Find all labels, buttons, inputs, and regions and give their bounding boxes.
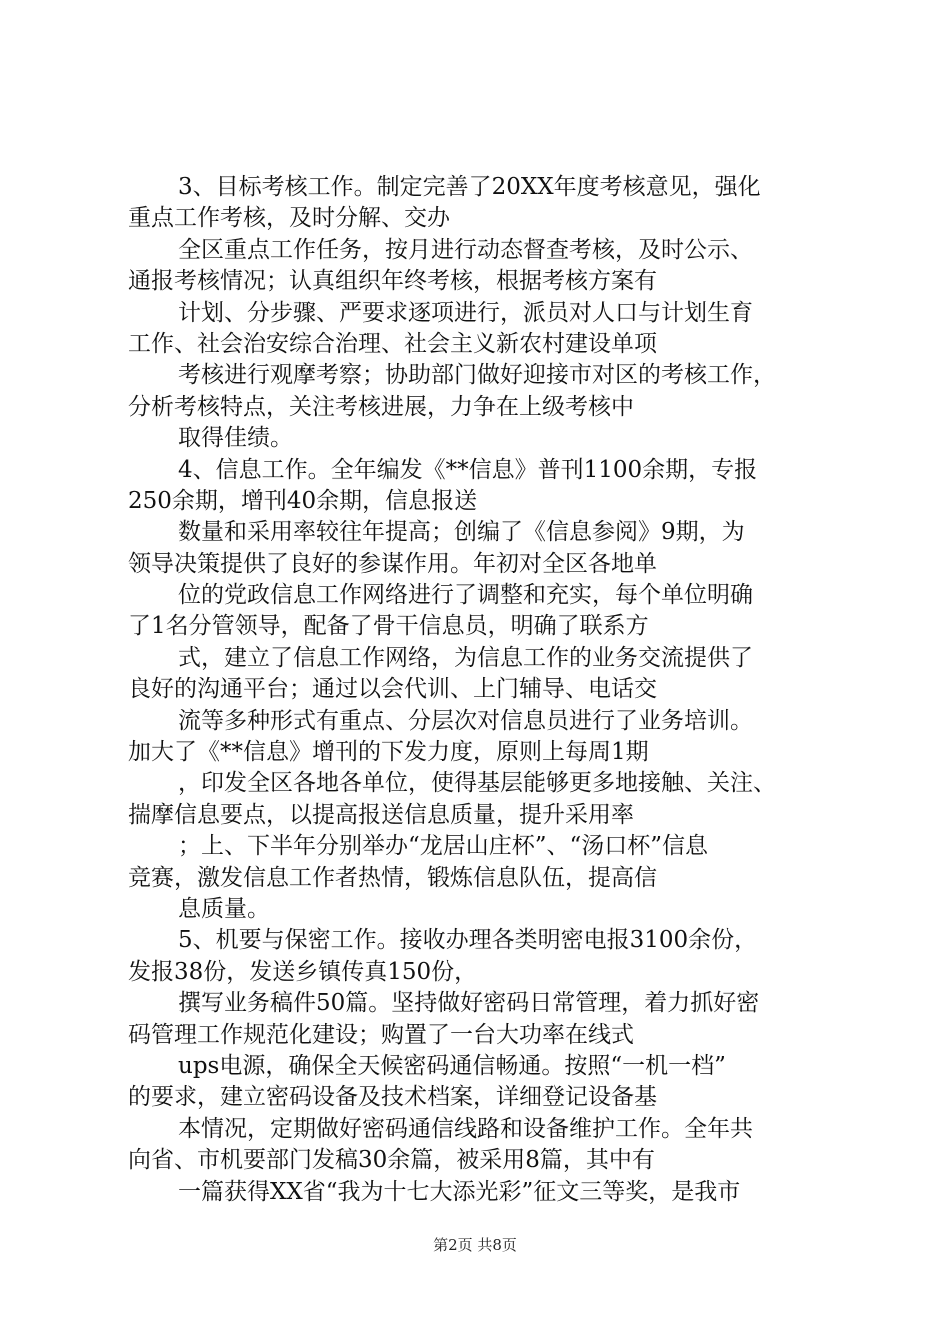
page-footer: 第2页 共8页 bbox=[433, 1236, 517, 1254]
text-line: 息质量。 bbox=[178, 895, 270, 922]
text-line: 本情况，定期做好密码通信线路和设备维护工作。全年共 bbox=[178, 1115, 753, 1142]
text-line: ups电源，确保全天候密码通信畅通。按照“一机一档” bbox=[178, 1052, 726, 1079]
text-line: 的要求，建立密码设备及技术档案，详细登记设备基 bbox=[128, 1084, 657, 1111]
text-line: 加大了《**信息》增刊的下发力度，原则上每周1期 bbox=[128, 739, 649, 766]
text-line: 码管理工作规范化建设；购置了一台大功率在线式 bbox=[128, 1021, 634, 1048]
text-line: 竞赛，激发信息工作者热情，锻炼信息队伍，提高信 bbox=[128, 864, 657, 891]
text-line: 数量和采用率较往年提高；创编了《信息参阅》9期，为 bbox=[178, 519, 745, 546]
text-line: 重点工作考核，及时分解、交办 bbox=[128, 205, 450, 232]
text-line: 向省、市机要部门发稿30余篇，被采用8篇，其中有 bbox=[128, 1147, 655, 1174]
text-line: ；上、下半年分别举办“龙居山庄杯”、“汤口杯”信息 bbox=[178, 833, 709, 860]
text-line: 250余期，增刊40余期，信息报送 bbox=[128, 487, 478, 514]
text-line: 流等多种形式有重点、分层次对信息员进行了业务培训。 bbox=[178, 707, 753, 734]
text-line: 5、机要与保密工作。接收办理各类明密电报3100余份， bbox=[178, 927, 758, 954]
text-line: 位的党政信息工作网络进行了调整和充实，每个单位明确 bbox=[178, 582, 753, 609]
text-line: 考核进行观摩考察；协助部门做好迎接市对区的考核工作， bbox=[178, 362, 776, 389]
text-line: 计划、分步骤、严要求逐项进行，派员对人口与计划生育 bbox=[178, 299, 753, 326]
text-line: 工作、社会治安综合治理、社会主义新农村建设单项 bbox=[128, 330, 657, 357]
text-line: 通报考核情况；认真组织年终考核，根据考核方案有 bbox=[128, 268, 657, 295]
text-line: 发报38份，发送乡镇传真150份， bbox=[128, 958, 478, 985]
text-line: 一篇获得XX省“我为十七大添光彩”征文三等奖，是我市 bbox=[178, 1178, 741, 1205]
text-line: 3、目标考核工作。制定完善了20XX年度考核意见，强化 bbox=[178, 174, 761, 200]
text-line: 4、信息工作。全年编发《**信息》普刊1100余期，专报 bbox=[178, 456, 758, 483]
text-line: 取得佳绩。 bbox=[178, 425, 293, 452]
text-line: 式，建立了信息工作网络，为信息工作的业务交流提供了 bbox=[178, 644, 753, 671]
text-line: 分析考核特点，关注考核进展，力争在上级考核中 bbox=[128, 393, 634, 420]
text-line: ，印发全区各地各单位，使得基层能够更多地接触、关注、 bbox=[178, 770, 776, 797]
text-line: 领导决策提供了良好的参谋作用。年初对全区各地单 bbox=[128, 550, 657, 577]
text-line: 良好的沟通平台；通过以会代训、上门辅导、电话交 bbox=[128, 676, 657, 703]
text-line: 撰写业务稿件50篇。坚持做好密码日常管理，着力抓好密 bbox=[178, 990, 760, 1017]
text-line: 全区重点工作任务，按月进行动态督查考核，及时公示、 bbox=[178, 236, 753, 263]
text-line: 揣摩信息要点，以提高报送信息质量，提升采用率 bbox=[128, 801, 634, 828]
body-text bbox=[128, 172, 838, 1208]
text-line: 了1名分管领导，配备了骨干信息员，明确了联系方 bbox=[128, 613, 649, 640]
